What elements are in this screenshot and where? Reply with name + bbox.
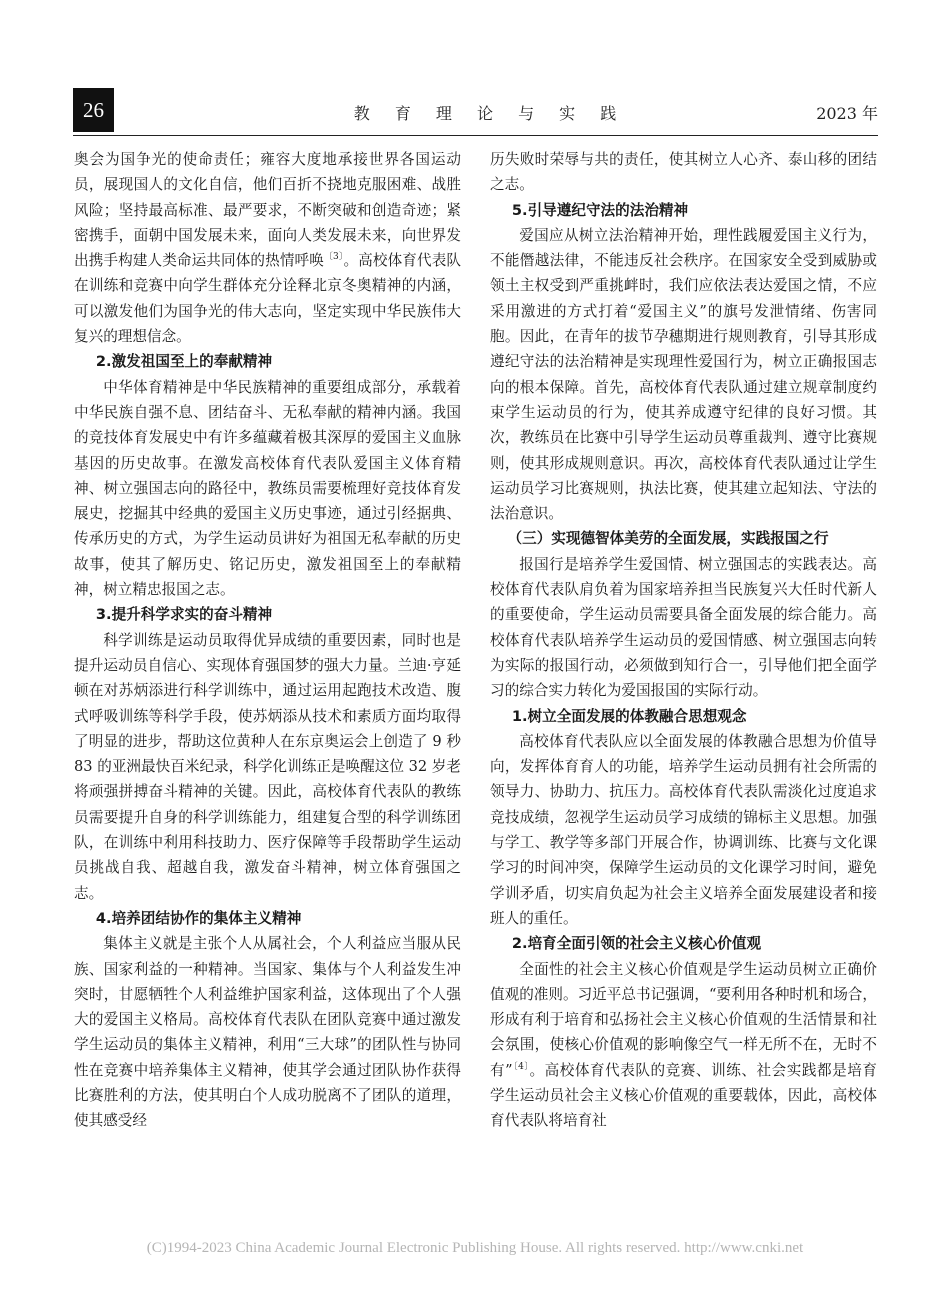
text-run: 科学训练是运动员取得优异成绩的重要因素，同时也是提升运动员自信心、实现体育强国梦的强大力量。兰迪·亨延顿在对苏炳添进行科学训练中，通过运用起跑技术改造、腹式呼吸训练等科学手段，使苏炳添从技术和素质方面均取得了明显的进步，帮助这位黄种人在东京奥运会上创造了 9 秒 83 的亚洲最快百米纪录，科学化训练正是唤醒这位 32 岁老将顽强拼搏奋斗精神的关键。因此，高校体育代表队的教练员需要提升自身的科学训练能力，组建复合型的科学训练团队，在训练中利用科技助力、医疗保障等手段帮助学生运动员挑战自我、超越自我，激发奋斗精神，树立体育强国之志。 (74, 631, 461, 902)
left-column (74, 147, 461, 1134)
text-run: 5.引导遵纪守法的法治精神 (511, 201, 689, 219)
text-run: 历失败时荣辱与共的责任，使其树立人心齐、泰山移的团结之志。 (490, 151, 877, 194)
text-run: 奥会为国争光的使命责任；雍容大度地承接世界各国运动员，展现国人的文化自信，他们百折不挠地克服困难、战胜风险；坚持最高标准、最严要求，不断突破和创造奇迹；紧密携手，面朝中国发展未来，面向人类发展未来，向世界发出携手构建人类命运共同体的热情呼唤 (74, 151, 461, 270)
text-run: 全面性的社会主义核心价值观是学生运动员树立正确价值观的准则。习近平总书记强调，“要利用各种时机和场合，形成有利于培育和弘扬社会主义核心价值观的生活情景和社会氛围，使核心价值观的影响像空气一样无所不在，无时不有” (490, 960, 877, 1079)
text-run: 高校体育代表队应以全面发展的体教融合思想为价值导向，发挥体育育人的功能，培养学生运动员拥有社会所需的领导力、协助力、抗压力。高校体育代表队需淡化过度追求竞技成绩，忽视学生运动员学习成绩的锦标主义思想。加强与学工、教学等多部门开展合作，协调训练、比赛与文化课学习的时间冲突，保障学生运动员的文化课学习时间，避免学训矛盾，切实肩负起为社会主义培养全面发展建设者和接班人的重任。 (490, 732, 877, 927)
paragraph (490, 957, 877, 1134)
right-column (490, 147, 877, 1134)
text-run: 1.树立全面发展的体教融合思想观念 (511, 707, 747, 725)
paragraph (490, 147, 877, 198)
text-run: （三）实现德智体美劳的全面发展，实践报国之行 (507, 530, 829, 548)
paragraph (74, 931, 461, 1133)
journal-title: 教 育 理 论 与 实 践 (353, 104, 627, 123)
text-run: 3.提升科学求实的奋斗精神 (95, 606, 273, 624)
section-heading (490, 704, 877, 729)
paragraph (74, 375, 461, 603)
text-run: 集体主义就是主张个人从属社会，个人利益应当服从民族、国家利益的一种精神。当国家、集体与个人利益发生冲突时，甘愿牺牲个人利益维护国家利益，这体现出了个人强大的爱国主义格局。高校体育代表队在团队竞赛中通过激发学生运动员的集体主义精神，利用“三大球”的团队性与协同性在竞赛中培养集体主义精神，使其学会通过团队协作获得比赛胜利的方法，使其明白个人成功脱离不了团队的道理，使其感受经 (74, 935, 461, 1130)
paragraph (490, 223, 877, 527)
citation-ref: 〔4〕 (512, 1061, 530, 1072)
text-run: 。高校体育代表队在训练和竞赛中向学生群体充分诠释北京冬奥精神的内涵，可以激发他们为国争光的伟大志向，坚定实现中华民族伟大复兴的理想信念。 (74, 252, 461, 346)
paragraph (490, 552, 877, 704)
text-run: 爱国应从树立法治精神开始，理性践履爱国主义行为，不能僭越法律，不能违反社会秩序。在国家安全受到威胁或领土主权受到严重挑衅时，我们应依法表达爱国之情，不应采用激进的方式打着“爱国主义”的旗号发泄情绪、伤害同胞。因此，在青年的拔节孕穗期进行规则教育，引导其形成遵纪守法的法治精神是实现理性爱国行为，树立正确报国志向的根本保障。首先，高校体育代表队通过建立规章制度约束学生运动员的行为，使其养成遵守纪律的良好习惯。其次，教练员在比赛中引导学生运动员尊重裁判、遵守比赛规则，使其形成规则意识。再次，高校体育代表队通过让学生运动员学习比赛规则，执法比赛，使其建立起知法、守法的法治意识。 (490, 226, 877, 523)
section-heading (74, 602, 461, 627)
text-run: 2.激发祖国至上的奉献精神 (95, 353, 273, 371)
copyright-footer: (C)1994-2023 China Academic Journal Electronic Publishing House. All rights reserved. http://www.cnki.net (146, 1240, 804, 1256)
section-heading (490, 931, 877, 956)
text-run: 。高校体育代表队的竞赛、训练、社会实践都是培育学生运动员社会主义核心价值观的重要载体，因此，高校体育代表队将培育社 (490, 1061, 877, 1130)
text-run: 报国行是培养学生爱国情、树立强国志的实践表达。高校体育代表队肩负着为国家培养担当民族复兴大任时代新人的重要使命，学生运动员需要具备全面发展的综合能力。高校体育代表队培养学生运动员的爱国情感、树立强国志向转为实际的报国行动，必须做到知行合一，引导他们把全面学习的综合实力转化为爱国报国的实际行动。 (490, 555, 877, 700)
section-heading (490, 198, 877, 223)
text-run: 中华体育精神是中华民族精神的重要组成部分，承载着中华民族自强不息、团结奋斗、无私奉献的精神内涵。我国的竞技体育发展史中有许多蕴藏着极其深厚的爱国主义血脉基因的历史故事。在激发高校体育代表队爱国主义体育精神、树立强国志向的路径中，教练员需要梳理好竞技体育发展史，挖掘其中经典的爱国主义历史事迹，通过引经据典、传承历史的方式，为学生运动员讲好为祖国无私奉献的历史故事，使其了解历史、铭记历史，激发祖国至上的奉献精神，树立精忠报国之志。 (74, 378, 461, 599)
paragraph (490, 729, 877, 931)
publication-year: 2023 年 (816, 104, 878, 123)
text-run: 4.培养团结协作的集体主义精神 (95, 909, 302, 927)
section-heading (74, 349, 461, 374)
header-divider (73, 135, 878, 136)
text-run: 2.培育全面引领的社会主义核心价值观 (511, 935, 762, 953)
paragraph (74, 628, 461, 906)
citation-ref: 〔3〕 (323, 252, 344, 263)
paragraph (74, 147, 461, 349)
page-number: 26 (73, 88, 114, 132)
section-heading (490, 526, 877, 551)
section-heading (74, 906, 461, 931)
